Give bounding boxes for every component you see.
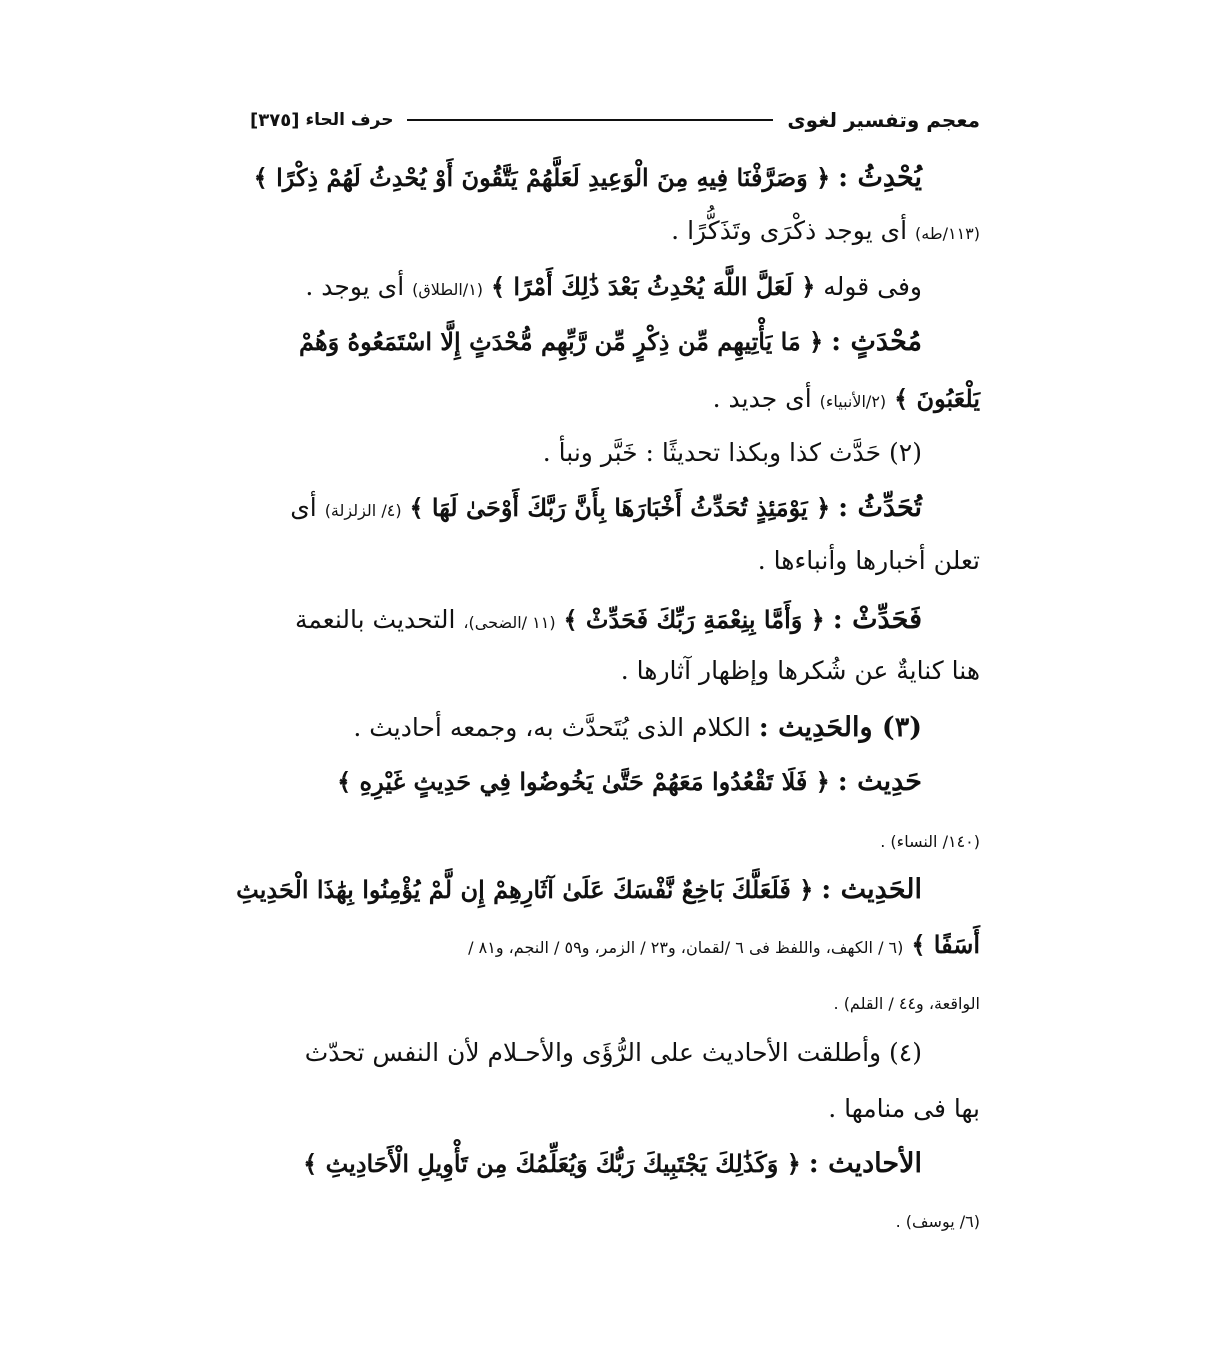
section-title: حرف الحاء — [305, 110, 394, 130]
verse-reference: (١٤٠/ النساء) . — [880, 832, 980, 851]
verse-reference: (١/الطلاق) — [412, 280, 484, 299]
entry-line — [236, 876, 922, 903]
entry-term: الحَدِيث : — [821, 874, 922, 905]
verse-reference: (١١ /الضحى)، — [463, 613, 556, 632]
explanation-text: أى — [290, 493, 317, 522]
entry-line — [896, 1206, 980, 1231]
quran-verse: ﴿ يَوْمَئِذٍ تُحَدِّثُ أَخْبَارَهَا بِأَنَّ رَبَّكَ أَوْحَىٰ لَهَا ﴾ — [409, 493, 831, 522]
entry-line — [337, 768, 922, 795]
quran-verse: ﴿ وَصَرَّفْنَا فِيهِ مِنَ الْوَعِيدِ لَعَلَّهُمْ يَتَّقُونَ أَوْ يُحْدِثُ لَهُمْ ذِكْرًا ﴾ — [253, 163, 831, 192]
entry-line — [543, 440, 922, 465]
quran-verse: ﴿ لَعَلَّ اللَّهَ يُحْدِثُ بَعْدَ ذَٰلِكَ أَمْرًا ﴾ — [490, 272, 816, 301]
entry-term: الأحاديث : — [808, 1148, 922, 1179]
entry-line — [468, 932, 980, 957]
entry-line — [621, 658, 980, 683]
explanation-text: تعلن أخبارها وأنباءها . — [757, 546, 980, 575]
entry-term: فَحَدِّثْ : — [832, 604, 922, 635]
entry-line — [305, 274, 922, 299]
entry-term: تُحَدِّثُ : — [838, 492, 922, 523]
verse-reference: (١١٣/طه) — [915, 224, 980, 243]
explanation-text: أى جديد . — [712, 384, 812, 413]
quran-verse: ﴿ وَأَمَّا بِنِعْمَةِ رَبِّكَ فَحَدِّثْ ﴾ — [563, 605, 825, 634]
explanation-text: بها فى منامها . — [828, 1094, 980, 1123]
quran-verse: ﴿ فَلَا تَقْعُدُوا مَعَهُمْ حَتَّىٰ يَخُوضُوا فِي حَدِيثٍ غَيْرِهِ ﴾ — [337, 767, 830, 796]
entry-line — [353, 714, 922, 741]
entry-term: حَدِيث : — [837, 766, 922, 797]
quran-verse: يَلْعَبُونَ ﴾ — [894, 384, 980, 413]
book-title: معجم وتفسير لغوى — [787, 108, 980, 132]
explanation-text: أى يوجد ذكْرَى وتَذَكُّرًا . — [671, 216, 908, 245]
explanation-text: التحديث بالنعمة — [294, 605, 456, 634]
explanation-text: الكلام الذى يُتَحدَّث به، وجمعه أحاديث . — [353, 713, 751, 742]
verse-reference: (٦ / الكهف، واللفظ فى ٦ /لقمان، و٢٣ / الزمر، و٥٩ / النجم، و٨١ / — [468, 938, 904, 957]
explanation-text: هنا كنايةٌ عن شُكرها وإظهار آثارها . — [620, 656, 980, 685]
explanation-text: أى يوجد . — [305, 272, 405, 301]
body-text — [236, 100, 980, 1260]
verse-reference: (٦/ يوسف) . — [895, 1212, 980, 1231]
entry-line — [305, 1040, 922, 1065]
entry-line — [880, 826, 980, 851]
entry-line — [834, 988, 980, 1013]
entry-line — [295, 606, 922, 633]
entry-line — [713, 386, 980, 411]
quran-verse: ﴿ فَلَعَلَّكَ بَاخِعٌ نَّفْسَكَ عَلَىٰ آثَارِهِمْ إِن لَّمْ يُؤْمِنُوا بِهَٰذَا الْحَدِيثِ — [236, 875, 814, 904]
verse-reference: (٢/الأنبياء) — [819, 392, 887, 411]
quran-verse: أَسَفًا ﴾ — [911, 930, 980, 959]
entry-term: مُحْدَثٍ : — [831, 326, 922, 357]
page-number: [٣٧٥] — [250, 109, 300, 131]
explanation-text: (٢) حَدَّث كذا وبكذا تحديثًا : خَبَّر ونبأ . — [542, 438, 922, 467]
entry-term: يُحْدِثُ : — [838, 162, 922, 193]
entry-line — [671, 218, 980, 243]
entry-line — [758, 548, 980, 573]
entry-line — [299, 328, 922, 355]
verse-reference: الواقعة، و٤٤ / القلم) . — [833, 994, 980, 1013]
entry-line — [828, 1096, 980, 1121]
explanation-text: (٤) وأطلقت الأحاديث على الرُّؤَى والأحـلام لأن النفس تحدّث — [304, 1038, 922, 1067]
entry-line — [254, 164, 922, 191]
quran-verse: ﴿ وَكَذَٰلِكَ يَجْتَبِيكَ رَبُّكَ وَيُعَلِّمُكَ مِن تَأْوِيلِ الْأَحَادِيثِ ﴾ — [303, 1149, 801, 1178]
lead-text: وفى قوله — [823, 272, 922, 301]
verse-reference: (٤/ الزلزلة) — [324, 501, 402, 520]
entry-term: (٣) والحَدِيث : — [758, 712, 922, 743]
entry-line — [303, 1150, 922, 1177]
entry-line — [290, 494, 922, 521]
quran-verse: ﴿ مَا يَأْتِيهِم مِّن ذِكْرٍ مِّن رَّبِّهِم مُّحْدَثٍ إِلَّا اسْتَمَعُوهُ وَهُمْ — [298, 327, 824, 356]
